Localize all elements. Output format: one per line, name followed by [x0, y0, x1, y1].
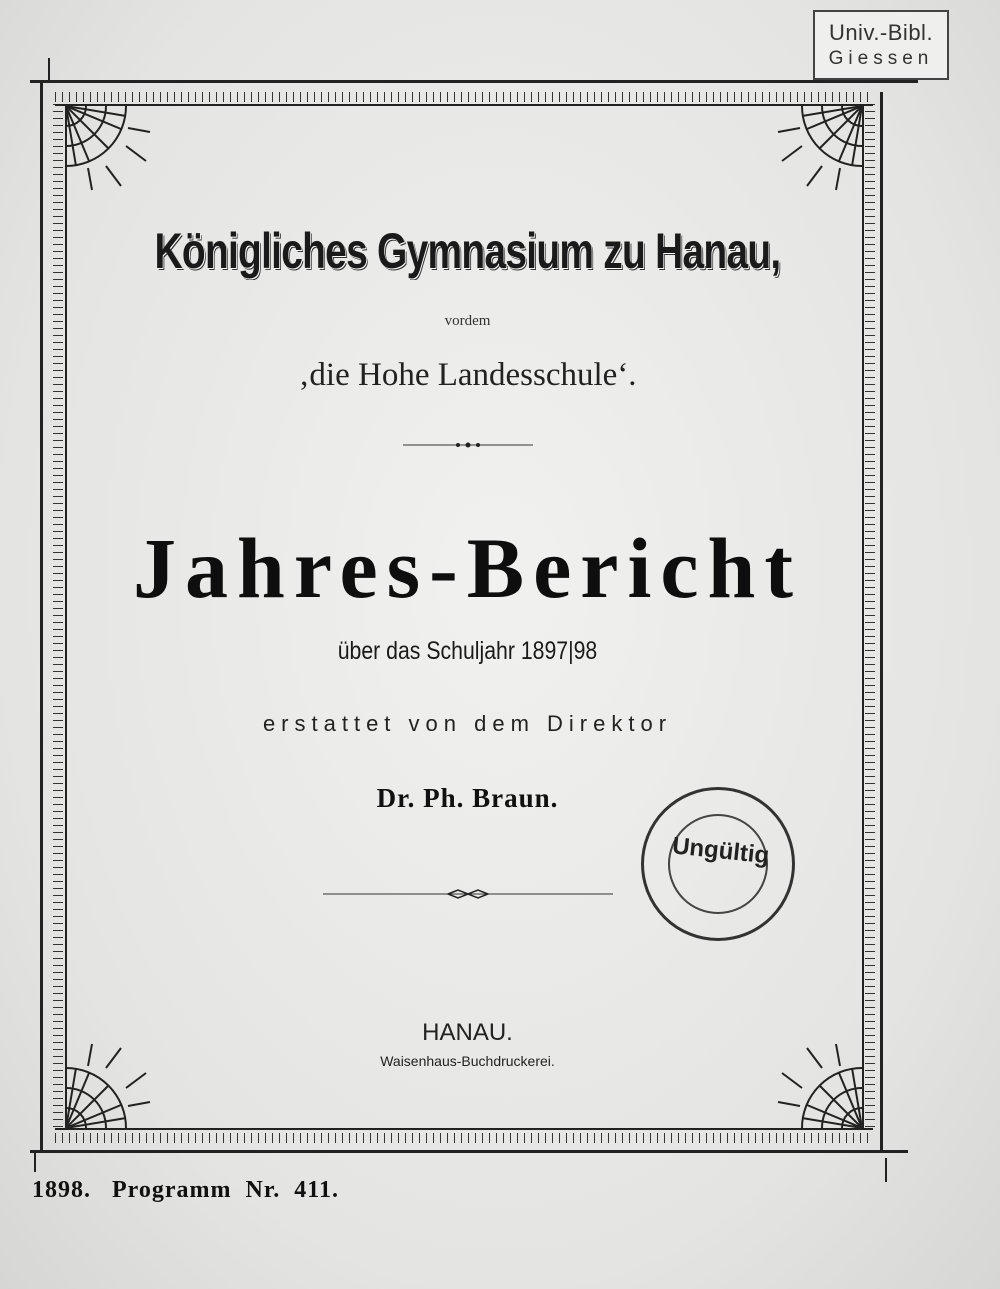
author-name: Dr. Ph. Braun. [376, 783, 559, 813]
corner-fan-ornament [66, 1038, 156, 1128]
corner-fan-ornament [66, 106, 156, 196]
printer-name: Waisenhaus-Buchdruckerei. [380, 1053, 555, 1069]
frame-bottom-ruler [55, 1133, 873, 1143]
place-of-print: HANAU. [422, 1019, 513, 1046]
frame-right-line [880, 92, 883, 1152]
submitted-by: erstattet von dem Direktor [262, 711, 673, 736]
frame-tick-left-bottom [34, 1150, 36, 1172]
former-name: ‚die Hohe Landesschule‘. [298, 357, 637, 393]
library-stamp-line2: Giessen [828, 48, 934, 69]
divider-ornament [0, 438, 935, 456]
school-year: über das Schuljahr 1897|98 [337, 637, 598, 665]
corner-fan-ornament [772, 1038, 862, 1128]
frame-inner-top-line [55, 104, 873, 106]
program-number: 1898. Programm Nr. 411. [32, 1177, 339, 1203]
divider-ornament [0, 887, 935, 906]
report-title: Jahres-Bericht [133, 520, 802, 616]
school-name: Königliches Gymnasium zu Hanau, [154, 223, 781, 279]
corner-fan-ornament [772, 106, 862, 196]
gymnasium-library-stamp [641, 787, 795, 941]
invalid-stamp-text: Ungültig [670, 832, 771, 870]
frame-bottom-line [30, 1150, 908, 1153]
frame-inner-bottom-line [55, 1128, 873, 1130]
frame-tick-left-top [48, 58, 50, 82]
vordem-label: vordem [444, 313, 491, 329]
library-stamp [813, 10, 949, 80]
frame-top-ruler [55, 92, 873, 102]
frame-top-line [30, 80, 918, 83]
library-stamp-line1: Univ.-Bibl. [828, 20, 934, 45]
frame-tick-right-bottom [885, 1158, 887, 1182]
